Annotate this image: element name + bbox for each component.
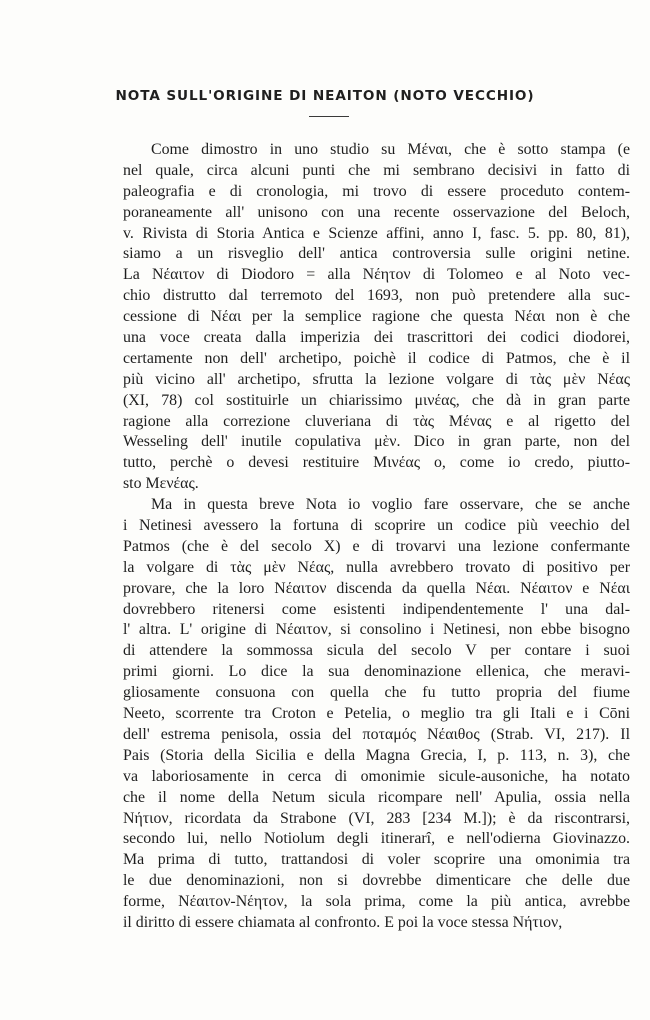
text-line: ragione alla correzione cluveriana di τὰς Μένας e al rigetto del bbox=[123, 412, 630, 430]
text-line: siamo a un risveglio dell' antica controversia sulle origini netine. bbox=[123, 245, 630, 263]
text-line: nel quale, circa alcuni punti che mi sembrano decisivi in fatto di bbox=[123, 161, 630, 179]
text-line: La Νέαιτον di Diodoro = alla Νέητον di Tolomeo e al Noto vec- bbox=[123, 266, 630, 284]
text-line: primi giorni. Lo dice la sua denominazione ellenica, che meravi- bbox=[123, 663, 630, 681]
text-line: certamente non dell' archetipo, poichè il codice di Patmos, che è il bbox=[123, 349, 630, 367]
text-line: Wesseling dell' inutile copulativa μὲν. Dico in gran parte, non del bbox=[123, 433, 630, 451]
text-line: la volgare di τὰς μὲν Νέας, nulla avrebbero trovato di positivo per bbox=[123, 558, 630, 576]
text-line: una voce creata dalla imperizia dei trascrittori dei codici diodorei, bbox=[123, 329, 630, 347]
text-line: v. Rivista di Storia Antica e Scienze affini, anno I, fasc. 5. pp. 80, 81), bbox=[123, 224, 630, 242]
text-line: più vicino all' archetipo, sfrutta la lezione volgare di τὰς μὲν Νέας bbox=[123, 370, 630, 388]
text-line: (XI, 78) col sostituirle un chiarissimo μινέας, che dà in gran parte bbox=[123, 391, 630, 409]
text-line: il diritto di essere chiamata al confronto. E poi la voce stessa Νήτιον, bbox=[123, 913, 563, 931]
text-line: l' altra. L' origine di Νέαιτον, si consolino i Netinesi, non ebbe bisogno bbox=[123, 621, 630, 639]
text-line: forme, Νέαιτον-Νέητον, la sola prima, come la più antica, avrebbe bbox=[123, 893, 630, 911]
text-line: Patmos (che è del secolo X) e di trovarvi una lezione confermante bbox=[123, 537, 630, 555]
text-line: di attendere la sommossa sicula del secolo V per contare i suoi bbox=[123, 642, 630, 660]
text-line: sto Μενέας. bbox=[123, 475, 199, 493]
text-line: le due denominazioni, non si dovrebbe dimenticare che delle due bbox=[123, 872, 630, 890]
text-line: tutto, perchè o devesi restituire Μινέας o, come io credo, piutto- bbox=[123, 454, 630, 472]
text-line: chio distrutto dal terremoto del 1693, non può pretendere alla suc- bbox=[123, 287, 630, 305]
body-text bbox=[123, 140, 630, 934]
title-divider bbox=[309, 116, 349, 117]
page-title: NOTA SULL'ORIGINE DI NEAITON (NOTO VECCHIO) bbox=[115, 88, 535, 104]
text-line: Ma in questa breve Nota io voglio fare osservare, che se anche bbox=[151, 496, 630, 514]
text-line: provare, che la loro Νέαιτον discenda da quella Νέαι. Νέαιτον e Νέαι bbox=[123, 579, 630, 597]
text-line: dell' estrema penisola, ossia del ποταμός Νέαιθος (Strab. VI, 217). Il bbox=[123, 725, 630, 743]
text-line: che il nome della Netum sicula ricompare nell' Apulia, ossia nella bbox=[123, 788, 630, 806]
text-line: va laboriosamente in cerca di omonimie sicule-ausoniche, ha notato bbox=[123, 767, 630, 785]
text-line: Pais (Storia della Sicilia e della Magna Grecia, I, p. 113, n. 3), che bbox=[123, 746, 630, 764]
text-line: Neeto, scorrente tra Croton e Petelia, o meglio tra gli Itali e i Cōni bbox=[123, 705, 630, 723]
text-line: Ma prima di tutto, trattandosi di voler scoprire una omonimia tra bbox=[123, 851, 630, 869]
text-line: i Netinesi avessero la fortuna di scoprire un codice più veechio del bbox=[123, 517, 630, 535]
text-line: paleografia e di cronologia, mi trovo di essere proceduto contem- bbox=[123, 182, 630, 200]
text-line: gliosamente consuona con quella che fu tutto propria del fiume bbox=[123, 684, 630, 702]
text-line: Νήτιον, ricordata da Strabone (VI, 283 [234 M.]); è da riscontrarsi, bbox=[123, 809, 630, 827]
text-line: cessione di Νέαι per la semplice ragione che questa Νέαι non è che bbox=[123, 308, 630, 326]
text-line: Come dimostro in uno studio su Μέναι, che è sotto stampa (e bbox=[151, 141, 630, 158]
text-line: secondo lui, nello Notiolum degli itinerarî, e nell'odierna Giovinazzo. bbox=[123, 830, 630, 848]
text-line: poraneamente all' unisono con una recente osservazione del Beloch, bbox=[123, 203, 630, 221]
text-line: dovrebbero ritenersi come esistenti indipendentemente l' una dal- bbox=[123, 600, 630, 618]
